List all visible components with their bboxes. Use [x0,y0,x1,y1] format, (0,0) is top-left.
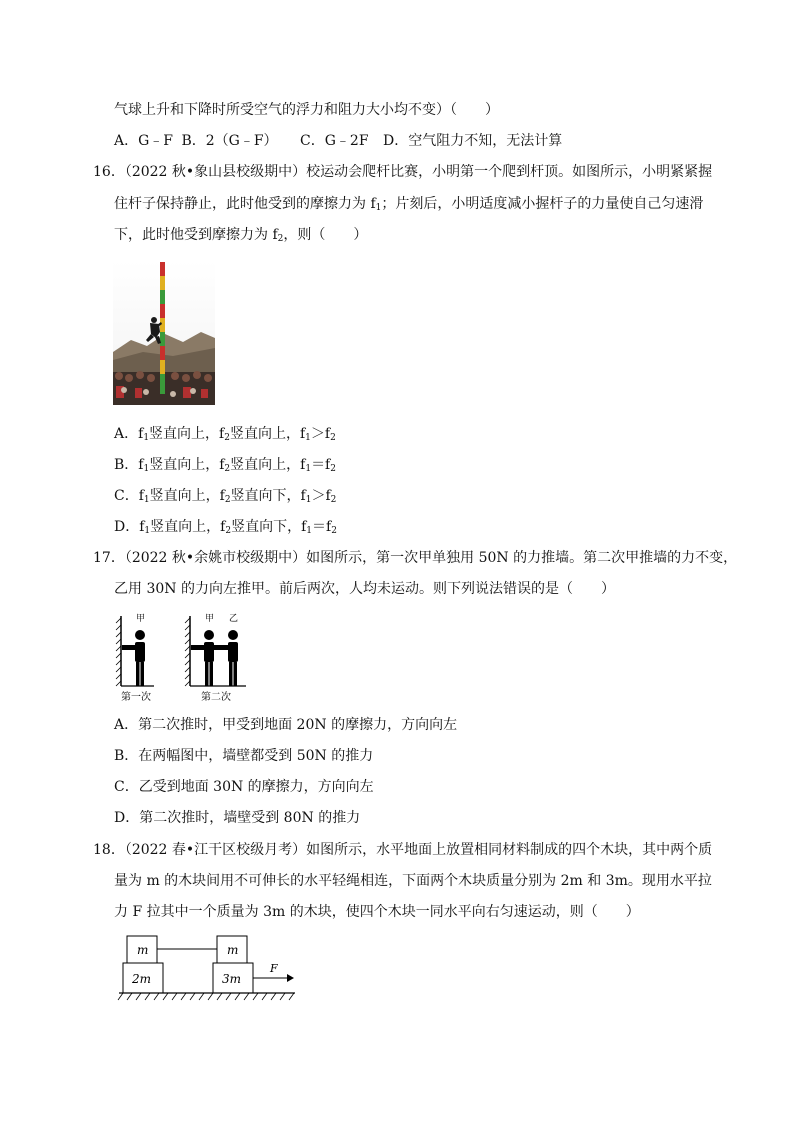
q15-options [114,131,562,151]
q16-option-c [114,486,336,510]
q16-number: 16． [93,164,125,180]
q16-line-3 [114,225,367,249]
option-text: f [139,519,145,535]
option-text: 竖直向上，f [230,457,306,473]
option-text: 竖直向上，f [150,519,226,535]
subscript: 1 [306,526,312,536]
q17-option-d: D．第二次推时，墙壁受到 80N 的推力 [114,810,361,826]
subscript: 2 [331,526,337,536]
option-label: B． [114,457,139,473]
subscript: 2 [330,464,336,474]
q16-text-3: ；片刻后，小明适度减小握杆子的力量使自己匀速滑 [381,196,704,212]
q17-number: 17． [93,550,125,566]
subscript: 1 [305,495,312,505]
q17-option-a: A．第二次推时，甲受到地面 20N 的摩擦力，方向向左 [114,717,458,733]
q18-line-3: 力 F 拉其中一个质量为 3m 的木块，使四个木块一同水平向右匀速运动，则（ ） [114,904,640,920]
label-yi: 乙 [229,614,239,624]
q16-text-1: （2022 秋•象山县校级期中）校运动会爬杆比赛，小明第一个爬到杆顶。如图所示，小明紧紧握 [124,164,713,180]
label-2m: 2m [132,972,152,986]
subscript: 1 [305,433,311,443]
subscript: 1 [144,526,151,536]
option-text: ＞f [311,488,331,504]
q16-text-5: ，则（ ） [283,227,368,243]
q15-option-b: B．2（G﹣F） [181,133,278,149]
option-text: ＝f [311,457,331,473]
subscript: 2 [330,495,337,505]
pole-climbing-photo [113,260,215,405]
option-text: ＞f [310,426,331,442]
q17-line-1 [93,548,737,568]
q16-option-a [114,424,336,448]
q16-option-b [114,455,336,479]
label-3m: 3m [222,972,242,986]
option-label: C． [114,488,139,504]
q16-line-2 [114,194,703,218]
subscript: 2 [224,464,231,474]
label-m-left: m [137,943,149,957]
q18-text-1: （2022 春•江干区校级月考）如图所示，水平地面上放置相同材料制成的四个木块，其中两个质 [124,842,713,858]
subscript: 1 [305,464,312,474]
q16-text-4: 下，此时他受到摩擦力为 f [114,227,278,243]
subscript: 2 [277,234,284,244]
q15-option-d: D．空气阻力不知，无法计算 [383,133,563,149]
subscript: 1 [143,433,150,443]
label-second: 第二次 [201,692,231,703]
q16-option-d [114,517,337,541]
option-text: 竖直向上，f [229,426,306,442]
option-text: 竖直向下，f [230,488,306,504]
subscript: 2 [225,526,232,536]
q15-option-c: C．G﹣2F [300,133,369,149]
option-label: D． [114,519,140,535]
label-jia-1: 甲 [136,614,146,624]
push-wall-figure [112,612,262,704]
q16-text-2: 住杆子保持静止，此时他受到的摩擦力为 f [114,196,376,212]
q15-option-a: A．G﹣F [114,133,174,149]
option-text: f [138,457,144,473]
option-text: f [138,488,144,504]
q15-stem-tail: 气球上升和下降时所受空气的浮力和阻力大小均不变）（ ） [114,102,499,118]
blocks-figure [115,932,300,1004]
option-text: 竖直向下，f [231,519,307,535]
subscript: 2 [224,495,231,505]
label-first: 第一次 [121,692,151,703]
subscript: 1 [143,464,150,474]
option-text: f [138,426,144,442]
subscript: 2 [224,433,230,443]
q18-number: 18． [93,842,125,858]
q18-line-1 [93,840,712,860]
q18-line-2: 量为 m 的木块间用不可伸长的水平轻绳相连，下面两个木块质量分别为 2m 和 3m。现用水平拉 [114,873,712,889]
subscript: 1 [143,495,150,505]
subscript: 2 [330,433,336,443]
q17-option-c: C．乙受到地面 30N 的摩擦力，方向向左 [114,779,374,795]
option-text: 竖直向上，f [149,488,225,504]
option-text: ＝f [312,519,332,535]
label-m-right: m [227,943,239,957]
option-label: A． [114,426,139,442]
q17-text-1: （2022 秋•余姚市校级期中）如图所示，第一次甲单独用 50N 的力推墙。第二次甲推墙的力不变， [124,550,738,566]
label-jia-2: 甲 [205,614,215,624]
option-text: 竖直向上，f [149,426,225,442]
subscript: 1 [375,203,382,213]
q17-line-2: 乙用 30N 的力向左推甲。前后两次，人均未运动。则下列说法错误的是（ ） [114,581,615,597]
option-text: 竖直向上，f [149,457,225,473]
q17-option-b: B．在两幅图中，墙壁都受到 50N 的推力 [114,748,374,764]
q16-line-1 [93,162,712,182]
label-force: F [270,962,278,975]
